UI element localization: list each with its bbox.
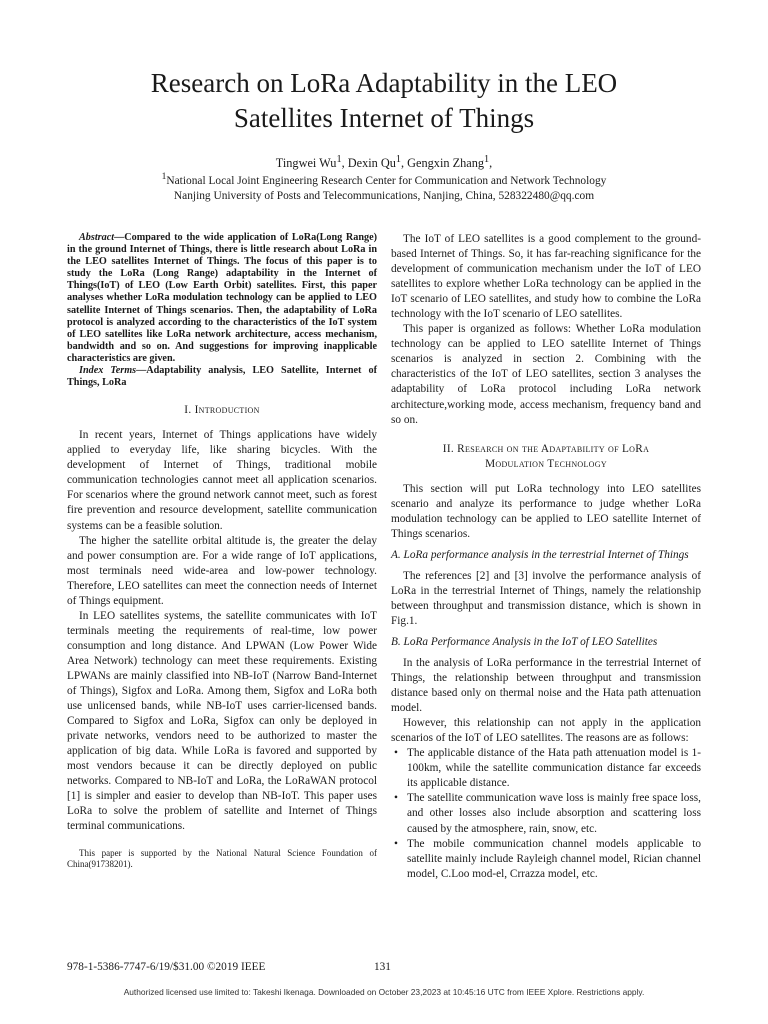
abstract-label: Abstract — [79, 232, 115, 243]
paper-title — [60, 66, 708, 136]
affiliation-line-1: National Local Joint Engineering Research Center for Communication and Network Technology — [166, 174, 607, 187]
author-name: Tingwei Wu — [275, 156, 337, 171]
footnote-funding: This paper is supported by the National Natural Science Foundation of China(91738201). — [67, 848, 377, 870]
section-heading-line-2: Modulation Technology — [485, 457, 607, 470]
list-item: • The applicable distance of the Hata path attenuation model is 1-100km, while the satellite communication distance far exceeds its applicable distance. — [394, 747, 701, 790]
author-name: Gengxin Zhang — [407, 156, 485, 171]
abstract — [67, 232, 377, 365]
affiliation-line-2: Nanjing University of Posts and Telecommunications, Nanjing, China, 528322480@qq.com — [173, 190, 595, 203]
section-heading-introduction: I. Introduction — [184, 404, 260, 417]
body-paragraph: The IoT of LEO satellites is a good complement to the ground-based Internet of Things. So, it has far-reaching significance for the development of communication mechanism under the IoT of LEO satellites to explore whether LoRa technology can be applied in the IoT scenario of LEO satellites, and study how to combine the LoRa technology with the IoT scenario of LEO satellites. — [391, 233, 701, 321]
index-terms-label: Index Terms — [79, 365, 137, 377]
isbn-copyright: 978-1-5386-7747-6/19/$31.00 ©2019 IEEE — [67, 961, 266, 973]
author-list: Tingwei Wu$^1$, Dexin Qu$^1$, Gengxin Zhang$^1$, — [275, 154, 493, 171]
abstract-text: —Compared to the wide application of LoRa(Long Range) in the ground Internet of Things, there is little research about LoRa in the LEO satellites Internet of Things. The focus of this paper is to study the LoRa (Long Range) adaptability in the Internet of Things(IoT) of LEO (Low Earth Orbit) satellites. First, this paper analyses whether LoRa modulation technology can be applied to LEO satellite Internet of Things scenarios. Then, the adaptability of LoRa protocol is analyzed according to the characteristics of the IoT system of LEO satellites like LoRa network architecture, access mechanism, bandwidth and so on. And suggestions for improving inapplicable characteristics are given. — [67, 232, 377, 364]
bullet-icon: • — [394, 792, 398, 805]
title-line-2: Satellites Internet of Things — [233, 103, 535, 133]
section-heading-lora-modulation — [391, 442, 701, 472]
author-name: Dexin Qu — [347, 156, 396, 171]
title-line-1: Research on LoRa Adaptability in the LEO — [150, 68, 618, 98]
subsection-b-paragraph: In the analysis of LoRa performance in the terrestrial Internet of Things, the relationship between throughput and transmission distance based only on thermal noise and the Hata path attenuation model. — [391, 656, 701, 715]
intro-paragraph: In recent years, Internet of Things applications have widely applied to everyday life, like sharing bicycles. With the development of Internet of Things, traditional mobile communication technologies cannot meet all application scenarios. For scenarios where the ground network cannot meet, such as forest fire prevention and resource development, satellite communication systems can be a feasible solution. — [67, 429, 377, 532]
body-paragraph: This paper is organized as follows: Whether LoRa modulation technology can be applied to LEO satellite Internet of Things scenarios is analyzed in section 2. Combining with the characteristics of the IoT of LEO satellites, section 3 analyses the adaptability of LoRa protocol including LoRa network architecture,working mode, access mechanism, frequency band and so on. — [391, 323, 701, 426]
reasons-list — [391, 746, 701, 881]
bullet-icon: • — [394, 837, 398, 850]
section2-intro: This section will put LoRa technology into LEO satellites scenario and analyze its performance to judge whether LoRa modulation technology can be applied to LEO satellite Internet of Things scenarios. — [391, 482, 701, 540]
index-terms — [67, 365, 377, 389]
index-terms-text: —Adaptability analysis, LEO Satellite, Internet of Things, LoRa — [67, 365, 377, 389]
intro-paragraph: In LEO satellites systems, the satellite communicates with IoT terminals meeting the requirements of real-time, low power consumption and long distance. And LPWAN (Low Power Wide Area Network) technology can meet these requirements. Existing LPWANs are mainly classified into NB-IoT (Narrow Band-Internet of Things), Sigfox and LoRa. Among them, Sigfox and LoRa both use unlicensed bands, while NB-IoT uses carrier-licensed bands. Compared to Sigfox and LoRa, Sigfox can only be deployed in private networks, vendors need to be authorized to master the application of big data. While LoRa is favored and supported by most vendors because it can be directly deployed on public networks. Compared to NB-IoT and LoRa, the LoRaWAN protocol [1] is simpler and easier to develop than NB-IoT. This paper uses LoRa to solve the problem of satellite and Internet of Things terminal communications. — [67, 609, 377, 833]
subsection-b-paragraph: However, this relationship can not apply in the application scenarios of the IoT of LEO satellites. The reasons are as follows: — [391, 717, 701, 745]
subsection-a-text: The references [2] and [3] involve the performance analysis of LoRa in the terrestrial Internet of Things, namely the relationship between throughput and transmission distance, which is shown in Fig.1. — [391, 569, 701, 627]
intro-paragraph: The higher the satellite orbital altitude is, the greater the delay and power consumption are. For a wide range of IoT applications, most terminals need wide-area and low-power technology. Therefore, LEO satellites can meet the connection needs of Internet of Things equipment. — [67, 534, 377, 607]
section-heading-line-1: II. Research on the Adaptability of LoRa — [442, 442, 650, 455]
list-item: • The mobile communication channel models applicable to satellite mainly include Rayleigh channel model, Rician channel model, C.Loo mod-el, Crrazza model, etc. — [394, 837, 701, 880]
subsection-heading-a: A. LoRa performance analysis in the terrestrial Internet of Things — [391, 548, 689, 561]
license-notice: Authorized licensed use limited to: Takeshi Ikenaga. Downloaded on October 23,2023 at 10:45:16 UTC from IEEE Xplore. Restrictions apply. — [123, 987, 645, 997]
page-number: 131 — [374, 961, 391, 973]
affiliation: $^1$National Local Joint Engineering Research Center for Communication and Network Technology Nanjing University of Posts and Telecommunications, Nanjing, China, 528322480@qq.com — [161, 172, 607, 203]
left-column — [67, 232, 377, 870]
subsection-heading-b: B. LoRa Performance Analysis in the IoT of LEO Satellites — [391, 635, 658, 648]
list-item: • The satellite communication wave loss is mainly free space loss, and other losses also include absorption and scattering loss caused by the atmosphere, rain, snow, etc. — [394, 792, 701, 835]
right-column — [391, 232, 701, 882]
bullet-icon: • — [394, 747, 398, 760]
